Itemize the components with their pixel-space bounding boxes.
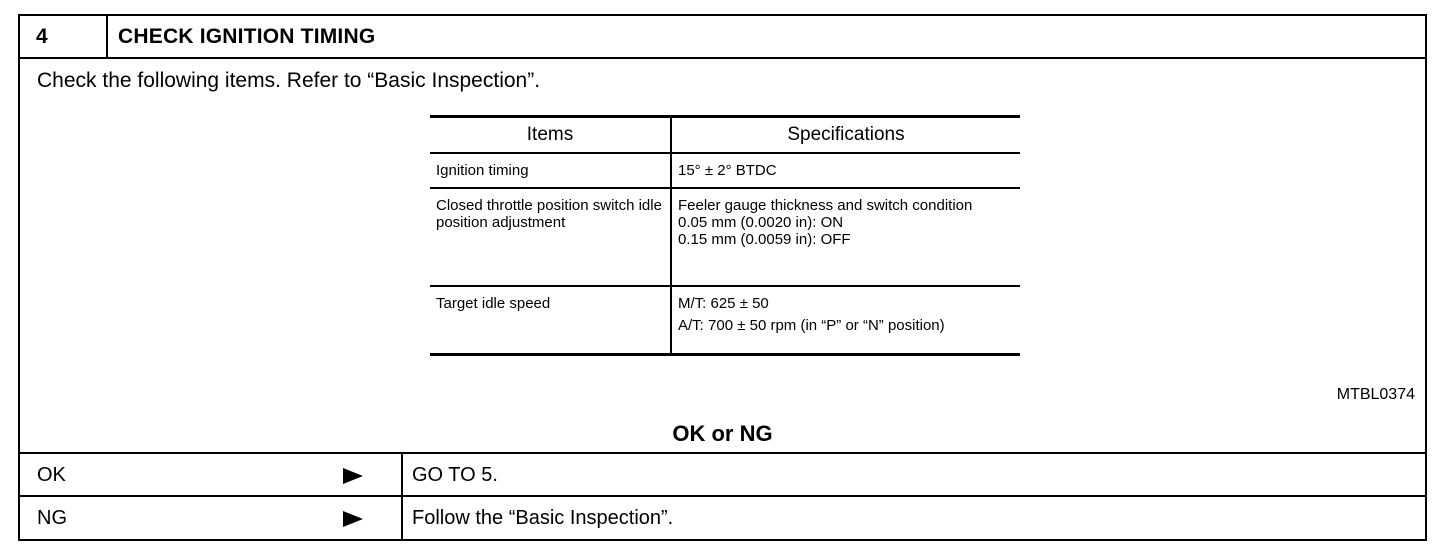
spec-cell xyxy=(671,153,1020,188)
spec-line: 0.15 mm (0.0059 in): OFF xyxy=(678,231,851,248)
spec-line: 0.05 mm (0.0020 in): ON xyxy=(678,214,844,231)
spec-cell xyxy=(671,188,1020,286)
spec-table xyxy=(430,115,1020,356)
instruction-text: Check the following items. Refer to “Basic Inspection”. xyxy=(37,69,541,92)
spec-cell xyxy=(671,286,1020,354)
item-cell: Ignition timing xyxy=(430,153,671,188)
result-row-ok xyxy=(20,454,1425,497)
table-reference-code: MTBL0374 xyxy=(1336,386,1415,403)
step-title: CHECK IGNITION TIMING xyxy=(118,25,376,48)
table-row xyxy=(430,188,1020,286)
diagnostic-step-frame xyxy=(18,14,1427,541)
result-row-ng xyxy=(20,497,1425,541)
spec-line: A/T: 700 ± 50 rpm (in “P” or “N” position) xyxy=(678,317,945,334)
spec-line: 15° ± 2° BTDC xyxy=(678,162,777,179)
table-row xyxy=(430,286,1020,354)
item-cell: Target idle speed xyxy=(430,286,671,354)
spec-line: M/T: 625 ± 50 xyxy=(678,295,769,312)
spec-line: Feeler gauge thickness and switch condition xyxy=(678,197,973,214)
result-label: OK xyxy=(37,464,66,486)
step-header xyxy=(20,16,1425,59)
result-action: GO TO 5. xyxy=(401,454,1427,495)
result-label: NG xyxy=(37,507,67,529)
arrow-right-icon xyxy=(343,468,363,484)
step-body xyxy=(20,59,1425,454)
item-cell: Closed throttle position switch idle position adjustment xyxy=(430,188,671,286)
ok-or-ng-heading: OK or NG xyxy=(672,421,773,446)
table-row xyxy=(430,153,1020,188)
result-action: Follow the “Basic Inspection”. xyxy=(401,497,1427,541)
header-specifications: Specifications xyxy=(671,117,1020,154)
step-number: 4 xyxy=(20,16,108,57)
spec-table-header-row xyxy=(430,117,1020,154)
arrow-right-icon xyxy=(343,511,363,527)
header-items: Items xyxy=(430,117,671,154)
